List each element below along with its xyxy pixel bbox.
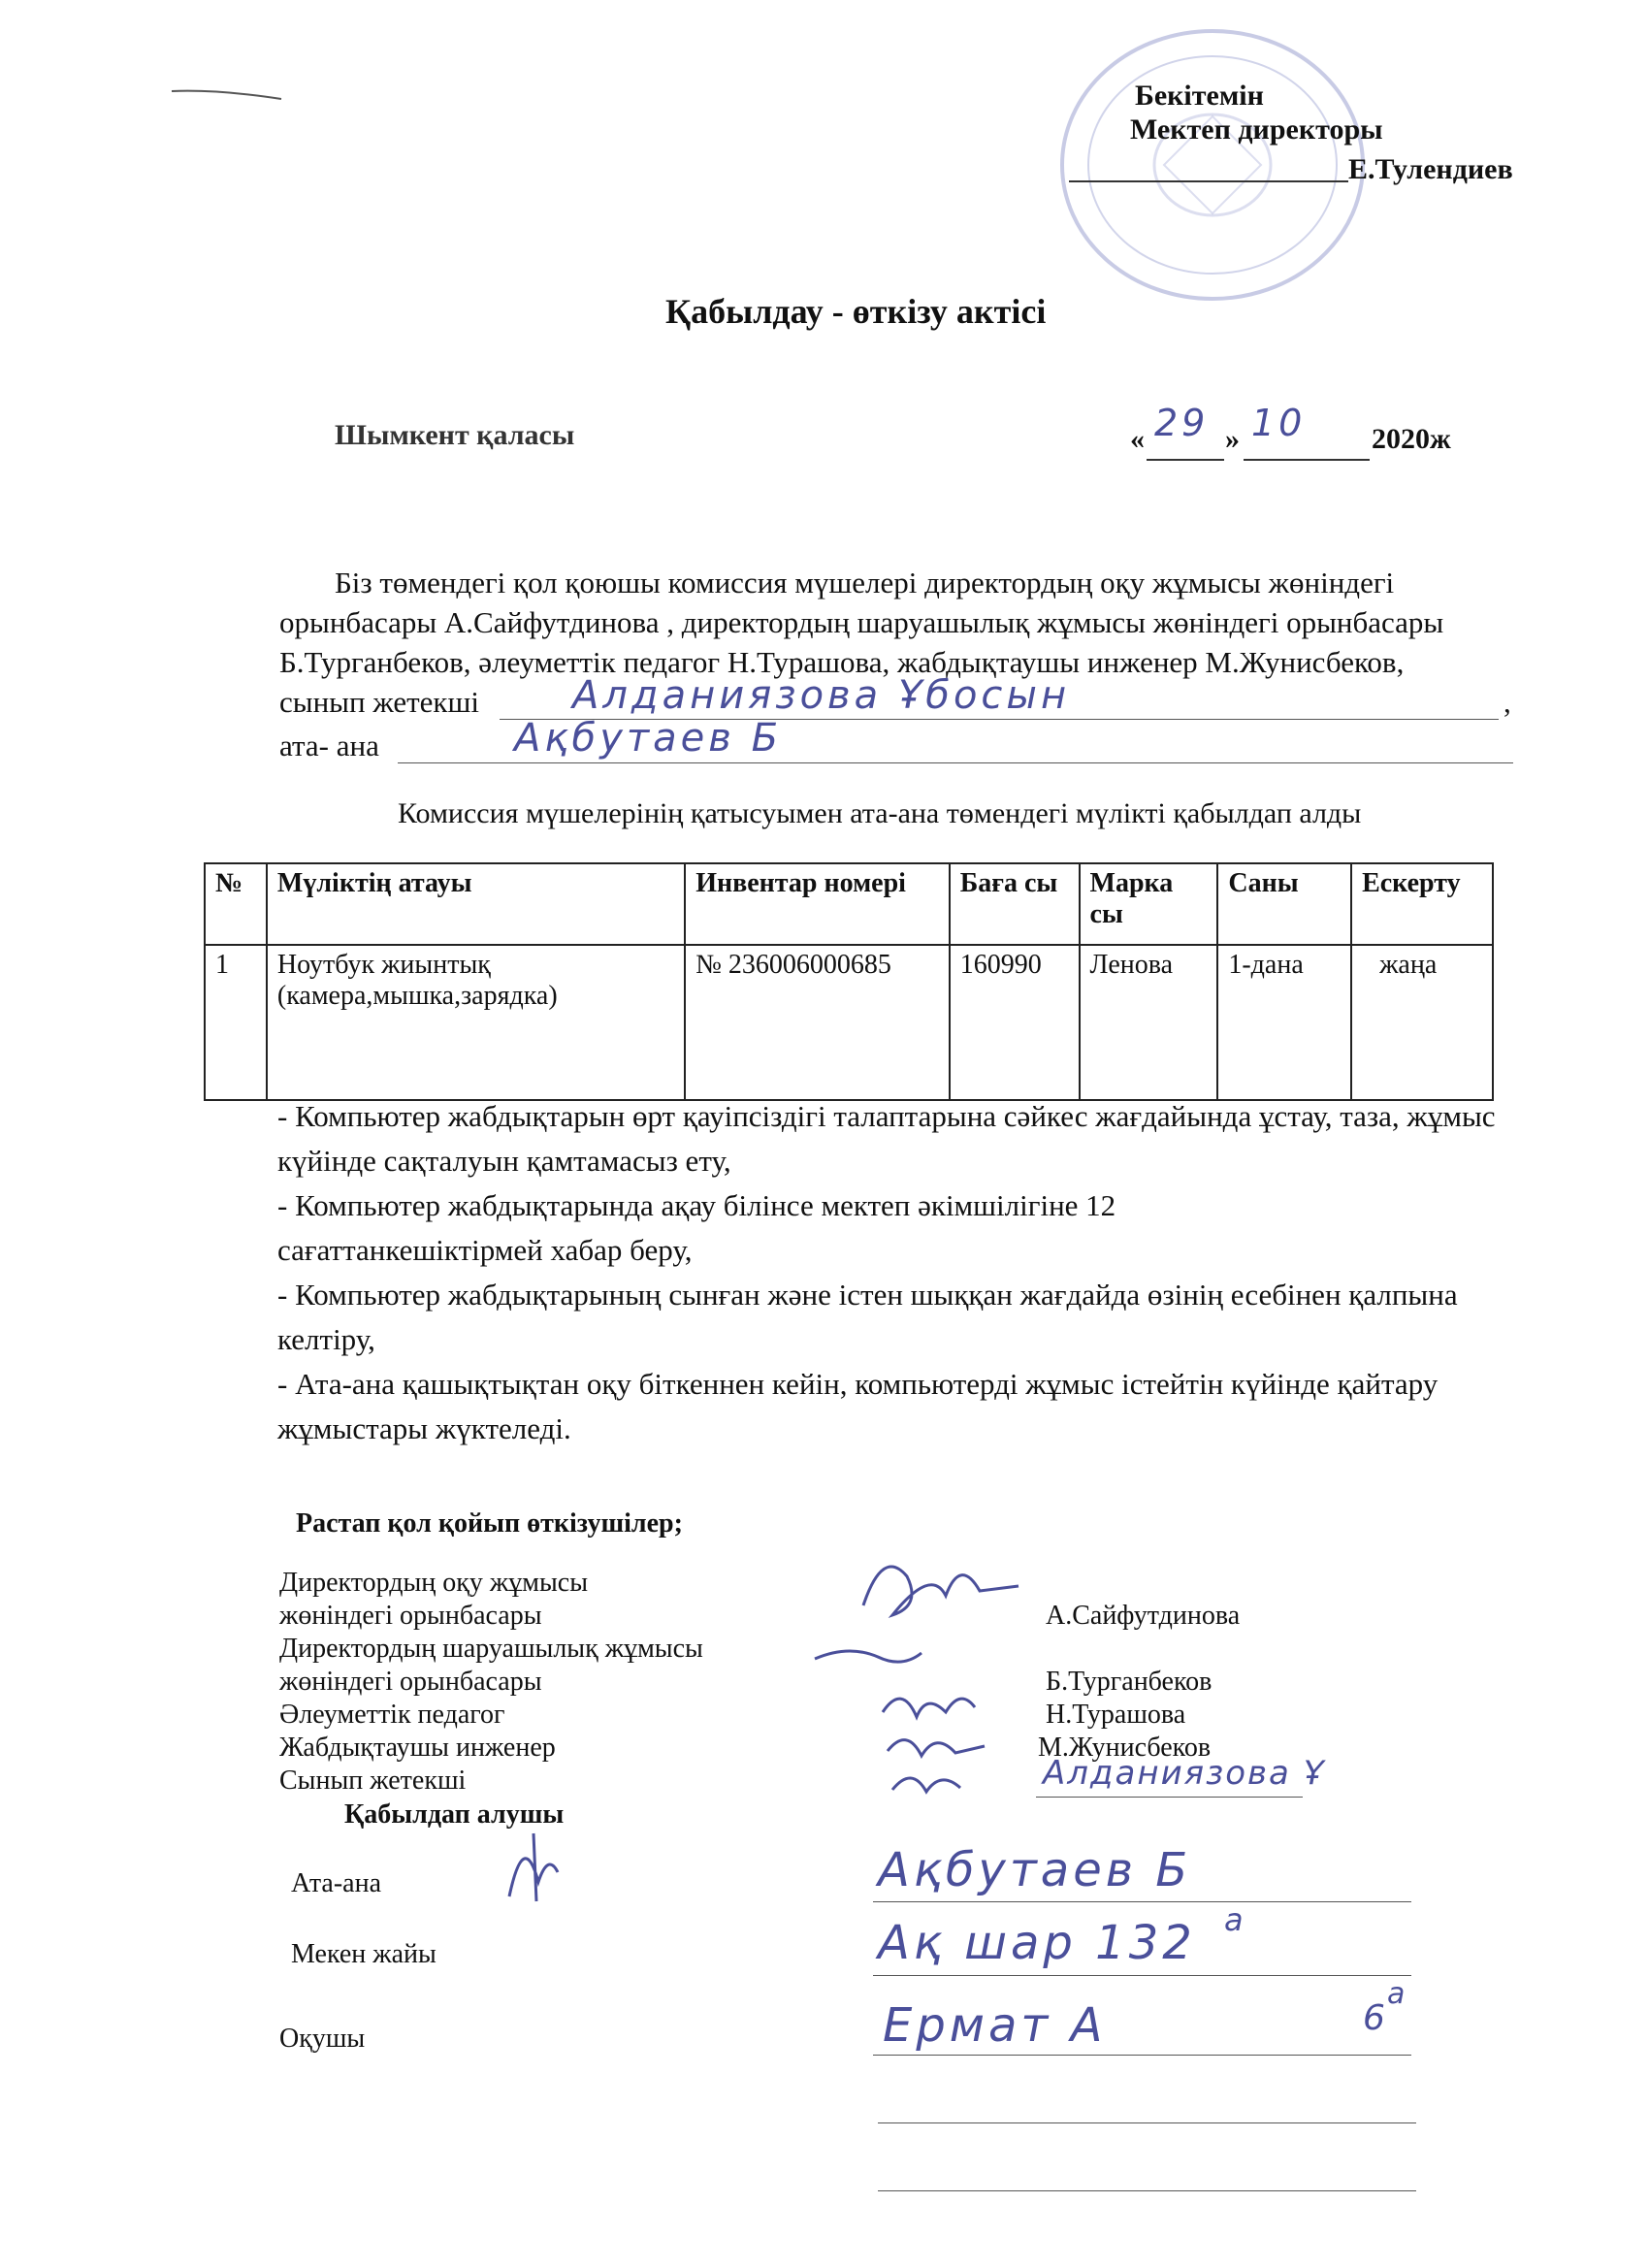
approval-line-1: Бекітемін — [1135, 80, 1264, 112]
header-price: Баға сы — [950, 863, 1080, 945]
extra-line-1 — [878, 2122, 1416, 2123]
director-name: Е.Тулендиев — [1348, 153, 1513, 185]
signer-1-role-line-2: жөніндегі орынбасары — [279, 1601, 542, 1631]
receiver-address-label: Мекен жайы — [291, 1939, 436, 1969]
date-day: 29 — [1154, 402, 1210, 444]
header-quantity: Саны — [1217, 863, 1351, 945]
document-title: Қабылдау - өткізу актісі — [665, 292, 1047, 331]
parent-handwritten: Ақбутаев Б — [514, 716, 783, 761]
header-number: № — [205, 863, 267, 945]
intro-line-1: Біз төмендегі қол қоюшы комиссия мүшелері директордың оқу жұмысы жөніндегі — [335, 566, 1395, 599]
header-note: Ескерту — [1351, 863, 1493, 945]
date-month-line — [1244, 459, 1370, 461]
receiver-parent-label: Ата-ана — [291, 1868, 381, 1898]
extra-line-2 — [878, 2190, 1416, 2191]
receiver-address-handwritten: Ақ шар 132 — [878, 1916, 1196, 1970]
rule-2: - Компьютер жабдықтарында ақау білінсе мектеп әкімшілігіне 12 сағаттанкешіктірмей хабар беру, — [277, 1188, 1116, 1267]
signer-5-handwritten: Алданиязова Ұ — [1043, 1754, 1326, 1793]
stamp-seal — [1052, 19, 1373, 310]
parent-signature — [500, 1824, 567, 1911]
receiver-student-line — [873, 2055, 1411, 2056]
cell-quantity: 1-дана — [1217, 945, 1351, 1100]
receiver-student-class: 6 — [1363, 1998, 1389, 2038]
signer-1-name: А.Сайфутдинова — [1046, 1601, 1241, 1631]
cell-price: 160990 — [950, 945, 1080, 1100]
header-brand: Марка сы — [1080, 863, 1218, 945]
signer-4-role: Жабдықтаушы инженер — [279, 1733, 556, 1763]
header-inventory-number: Инвентар номері — [685, 863, 950, 945]
signature-2 — [810, 1639, 926, 1678]
receiver-address-superscript: а — [1224, 1901, 1247, 1938]
approval-line-2: Мектеп директоры — [1130, 113, 1383, 146]
header-item-name: Мүліктің атауы — [267, 863, 685, 945]
class-teacher-comma: , — [1504, 685, 1511, 719]
signer-4-name: М.Жунисбеков — [1038, 1733, 1212, 1763]
stray-mark — [170, 85, 286, 105]
date-year: 2020ж — [1372, 423, 1451, 455]
receiver-parent-handwritten: Ақбутаев Б — [878, 1843, 1192, 1897]
cell-note: жаңа — [1351, 945, 1493, 1100]
rule-4: - Ата-ана қашықтықтан оқу біткеннен кейін, компьютерді жұмыс істейтін күйінде қайтару жұмыстары жүктеледі. — [277, 1367, 1439, 1445]
signer-3-name: Н.Турашова — [1046, 1700, 1186, 1730]
class-teacher-label: сынып жетекші — [279, 685, 479, 719]
receiver-student-handwritten: Ермат А — [883, 1998, 1107, 2053]
cell-number: 1 — [205, 945, 267, 1100]
director-signature-line — [1069, 180, 1348, 182]
signer-1-role-line-1: Директордың оқу жұмысы — [279, 1568, 589, 1598]
rule-1: - Компьютер жабдықтарын өрт қауіпсіздігі талаптарына сәйкес жағдайында ұстау, таза, жұмыс күйінде сақталуын қамтамасыз ету, — [277, 1099, 1496, 1178]
receiver-student-class-superscript: а — [1387, 1977, 1409, 2011]
class-teacher-signature-line — [1036, 1797, 1303, 1798]
date-day-line — [1147, 459, 1224, 461]
date-open-quote: « — [1130, 423, 1145, 455]
table-row — [205, 945, 1493, 1100]
receiver-student-label: Оқушы — [279, 2024, 366, 2054]
receiver-title: Қабылдап алушы — [344, 1799, 565, 1830]
intro-line-2: орынбасары А.Сайфутдинова , директордың шаруашылық жұмысы жөніндегі орынбасары — [279, 605, 1444, 639]
date-month: 10 — [1251, 402, 1307, 444]
signer-3-role: Әлеуметтік педагог — [279, 1700, 505, 1730]
signer-2-role-line-1: Директордың шаруашылық жұмысы — [279, 1634, 703, 1664]
cell-brand: Ленова — [1080, 945, 1218, 1100]
class-teacher-handwritten: Алданиязова Ұбосын — [572, 673, 1071, 718]
receiver-parent-line — [873, 1901, 1411, 1902]
signer-2-role-line-2: жөніндегі орынбасары — [279, 1667, 542, 1697]
table-header-row — [205, 863, 1493, 945]
commission-line: Комиссия мүшелерінің қатысуымен ата-ана төмендегі мүлікті қабылдап алды — [398, 797, 1362, 829]
parent-label: ата- ана — [279, 729, 379, 762]
cell-inventory-number: № 236006000685 — [685, 945, 950, 1100]
receiver-address-line — [873, 1975, 1411, 1976]
signer-5-role: Сынып жетекші — [279, 1766, 467, 1796]
signers-title: Растап қол қойып өткізушілер; — [296, 1508, 683, 1539]
intro-line-3: Б.Турганбеков, әлеуметтік педагог Н.Турашова, жабдықтаушы инженер М.Жунисбеков, — [279, 645, 1405, 679]
parent-line — [398, 762, 1513, 763]
date-close-quote: » — [1225, 423, 1240, 455]
inventory-table — [204, 862, 1494, 1101]
rule-3: - Компьютер жабдықтарының сынған және істен шыққан жағдайда өзінің есебінен қалпына келтіру, — [277, 1278, 1458, 1356]
city: Шымкент қаласы — [335, 419, 575, 451]
signer-2-name: Б.Турганбеков — [1046, 1667, 1212, 1697]
signature-3-4 — [868, 1683, 994, 1809]
signature-1 — [854, 1538, 1028, 1644]
cell-item-name: Ноутбук жиынтық (камера,мышка,зарядка) — [267, 945, 685, 1100]
